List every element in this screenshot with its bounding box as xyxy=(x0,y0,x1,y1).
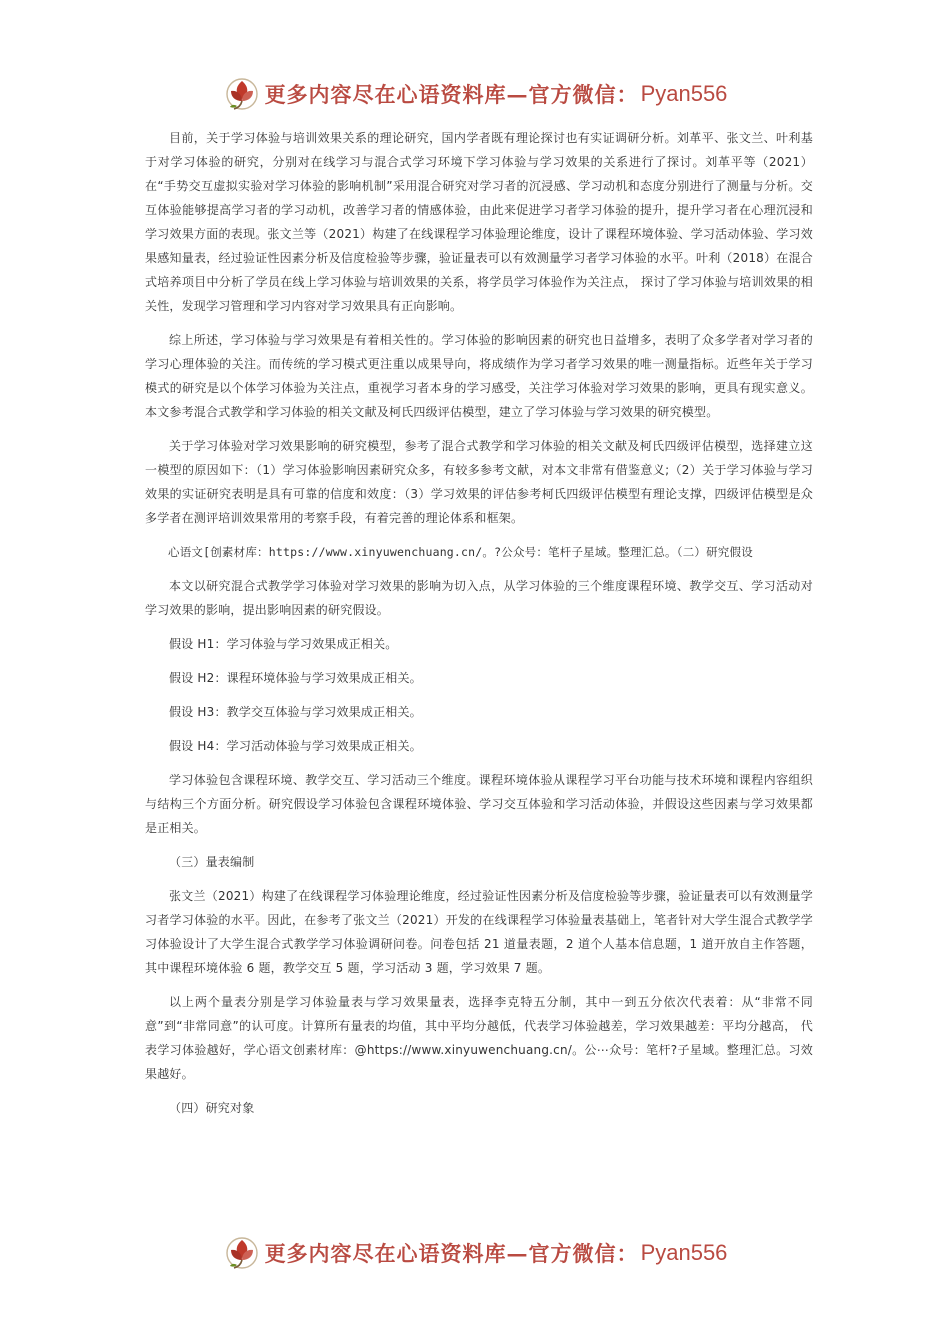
section-heading-scale: （三）量表编制 xyxy=(169,855,255,869)
document-body xyxy=(145,126,813,1130)
section-heading-subjects: （四）研究对象 xyxy=(169,1101,255,1115)
paragraph-3: 关于学习体验对学习效果影响的研究模型，参考了混合式教学和学习体验的相关文献及柯氏四级评估模型，选择建立这一模型的原因如下：（1）学习体验影响因素研究众多，有较多参考文献，对本文非常有借鉴意义;（2）关于学习体验与学习效果的实证研究表明是具有可靠的信度和效度：（3）学习效果的评估参考柯氏四级评估模型有理论支撑，四级评估模型是众多学者在测评培训效果常用的考察手段，有着完善的理论体系和框架。 xyxy=(145,439,813,525)
banner-wechat-id: Pyan556 xyxy=(640,81,728,106)
banner-text: 更多内容尽在心语资料库—官方微信： xyxy=(264,1241,639,1266)
hypothesis-h1: 假设 H1：学习体验与学习效果成正相关。 xyxy=(169,637,398,651)
hypothesis-h4: 假设 H4：学习活动体验与学习效果成正相关。 xyxy=(169,739,422,753)
paragraph-6: 张文兰（2021）构建了在线课程学习体验理论维度，经过验证性因素分析及信度检验等步骤，验证量表可以有效测量学习者学习体验的水平。因此，在参考了张文兰（2021）开发的在线课程学习体验量表基础上，笔者针对大学生混合式教学学习体验设计了大学生混合式教学学习体验调研问卷。问卷包括 21 道量表题，2 道个人基本信息题，1 道开放自主作答题，其中课程环境体验 6 题，教学交互 5 题，学习活动 3 题，学习效果 7 题。 xyxy=(145,889,813,975)
paragraph-5: 学习体验包含课程环境、教学交互、学习活动三个维度。课程环境体验从课程学习平台功能与技术环境和课程内容组织与结构三个方面分析。研究假设学习体验包含课程环境体验、学习交互体验和学习活动体验，并假设这些因素与学习效果都是正相关。 xyxy=(145,773,813,835)
banner-text: 更多内容尽在心语资料库—官方微信： xyxy=(264,82,639,107)
hypothesis-h3: 假设 H3：教学交互体验与学习效果成正相关。 xyxy=(169,705,422,719)
header-banner xyxy=(0,74,950,114)
flower-logo-icon xyxy=(223,75,261,113)
paragraph-2: 综上所述，学习体验与学习效果是有着相关性的。学习体验的影响因素的研究也日益增多，表明了众多学者对学习者的学习心理体验的关注。而传统的学习模式更注重以成果导向，将成绩作为学习者学习效果的唯一测量指标。近些年关于学习模式的研究是以个体学习体验为关注点，重视学习者本身的学习感受，关注学习体验对学习效果的影响，更具有现实意义。本文参考混合式教学和学习体验的相关文献及柯氏四级评估模型，建立了学习体验与学习效果的研究模型。 xyxy=(145,333,813,419)
flower-logo-icon xyxy=(223,1234,261,1272)
paragraph-4: 本文以研究混合式教学学习体验对学习效果的影响为切入点，从学习体验的三个维度课程环境、教学交互、学习活动对学习效果的影响，提出影响因素的研究假设。 xyxy=(145,579,813,617)
banner-wechat-id: Pyan556 xyxy=(640,1240,728,1265)
hypothesis-h2: 假设 H2：课程环境体验与学习效果成正相关。 xyxy=(169,671,422,685)
footer-banner xyxy=(0,1233,950,1273)
paragraph-7: 以上两个量表分别是学习体验量表与学习效果量表，选择李克特五分制，其中一到五分依次代表着：从“非常不同意”到“非常同意”的认可度。计算所有量表的均值，其中平均分越低，代表学习体验越差，学习效果越差：平均分越高， 代表学习体验越好，学心语文创素材库：@https://www.xinyuwenchuang.cn/。公⋯众号：笔杆?子星域。整理汇总。习效果越好。 xyxy=(145,995,813,1081)
watermark-line: 心语文[创素材库：https://www.xinyuwenchuang.cn/。?公众号：笔杆子星域。整理汇总。（二）研究假设 xyxy=(168,545,753,559)
paragraph-1: 目前，关于学习体验与培训效果关系的理论研究，国内学者既有理论探讨也有实证调研分析。刘革平、张文兰、叶利基于对学习体验的研究，分别对在线学习与混合式学习环境下学习体验与学习效果的关系进行了探讨。刘革平等（2021）在“手势交互虚拟实验对学习体验的影响机制”采用混合研究对学习者的沉浸感、学习动机和态度分别进行了测量与分析。交互体验能够提高学习者的学习动机，改善学习者的情感体验，由此来促进学习者学习体验的提升，提升学习者在心理沉浸和学习效果方面的表现。张文兰等（2021）构建了在线课程学习体验理论维度，设计了课程环境体验、学习活动体验、学习效果感知量表，经过验证性因素分析及信度检验等步骤，验证量表可以有效测量学习者学习体验的水平。叶利（2018）在混合式培养项目中分析了学员在线上学习体验与培训效果的关系，将学员学习体验作为关注点， 探讨了学习体验与培训效果的相关性，发现学习管理和学习内容对学习效果具有正向影响。 xyxy=(145,131,813,313)
